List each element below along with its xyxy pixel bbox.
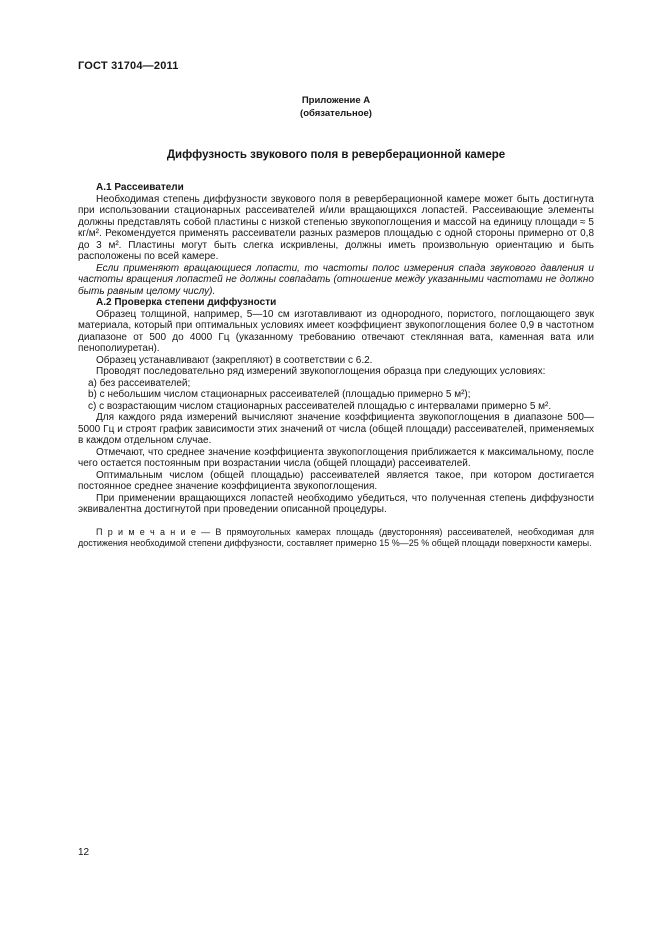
doc-standard-header: ГОСТ 31704—2011: [78, 60, 179, 72]
doc-body: [78, 182, 594, 549]
section-a1-paragraph-1: Необходимая степень диффузности звукового поля в реверберационной камере может быть достигнута при использовании стационарных рассеивателей и/или вращающихся лопастей. Рассеивающие элементы должны представлять собой пластины с низкой степенью звукопоглощения и массой на единицу площади ≈ 5 кг/м². Рекомендуется применять рассеиватели разных размеров площадью с одной стороны примерно от 0,8 до 3 м². Пластины могут быть слегка искривлены, должны иметь произвольную ориентацию и быть расположены по всей камере.: [78, 193, 594, 262]
section-a1-paragraph-2-italic: Если применяют вращающиеся лопасти, то частоты полос измерения спада звукового давления и частоты вращения лопастей не должны совпадать (отношение между указанными частотами не должно быть равным целому числу).: [78, 262, 594, 297]
section-a2-heading: А.2 Проверка степени диффузности: [96, 297, 277, 308]
annex-block: [78, 94, 594, 120]
list-item-a: a) без рассеивателей;: [88, 377, 191, 389]
section-a2-paragraph-5: Отмечают, что среднее значение коэффициента звукопоглощения приближается к максимальному, после чего остается постоянным при возрастании числа (общей площади) рассеивателей.: [78, 446, 594, 469]
note-paragraph: П р и м е ч а н и е — В прямоугольных камерах площадь (двусторонняя) рассеивателей, необходимая для достижения необходимой степени диффузности, составляет примерно 15 %—25 % общей площади поверхности камеры.: [78, 526, 594, 548]
page-number: 12: [78, 847, 90, 858]
doc-title: Диффузность звукового поля в реверберационной камере: [166, 149, 506, 161]
section-a1-heading: А.1 Рассеиватели: [96, 182, 184, 193]
list-item-b: b) с небольшим числом стационарных рассеивателей (площадью примерно 5 м²);: [88, 389, 471, 400]
annex-kind: (обязательное): [300, 108, 372, 119]
section-a2-paragraph-2: Образец устанавливают (закрепляют) в соответствии с 6.2.: [96, 354, 373, 366]
section-a2-paragraph-4: Для каждого ряда измерений вычисляют значение коэффициента звукопоглощения в диапазоне 500—5000 Гц и строят график зависимости этих значений от числа (общей площади) рассеивателей, применяемых в каждом отдельном случае.: [78, 412, 594, 446]
section-a2-paragraph-7: При применении вращающихся лопастей необходимо убедиться, что полученная степень диффузности эквивалентна достигнутой при проведении описанной процедуры.: [78, 492, 594, 515]
section-a2-paragraph-6: Оптимальным числом (общей площадью) рассеивателей является такое, при котором достигается постоянное среднее значение коэффициента звукопоглощения.: [78, 469, 594, 492]
section-a2-paragraph-3: Проводят последовательно ряд измерений звукопоглощения образца при следующих условиях:: [96, 366, 546, 377]
section-a2-paragraph-1: Образец толщиной, например, 5—10 см изготавливают из однородного, пористого, поглощающего звук материала, который при оптимальных условиях имеет коэффициент звукопоглощения более 0,9 в частотном диапазоне от 500 до 4000 Гц (указанному требованию отвечают стеклянная вата, каменная вата или пенополиуретан).: [78, 308, 594, 354]
annex-label: Приложение А: [301, 95, 371, 106]
list-item-c: c) с возрастающим числом стационарных рассеивателей площадью с интервалами примерно 5 м².: [88, 400, 552, 412]
